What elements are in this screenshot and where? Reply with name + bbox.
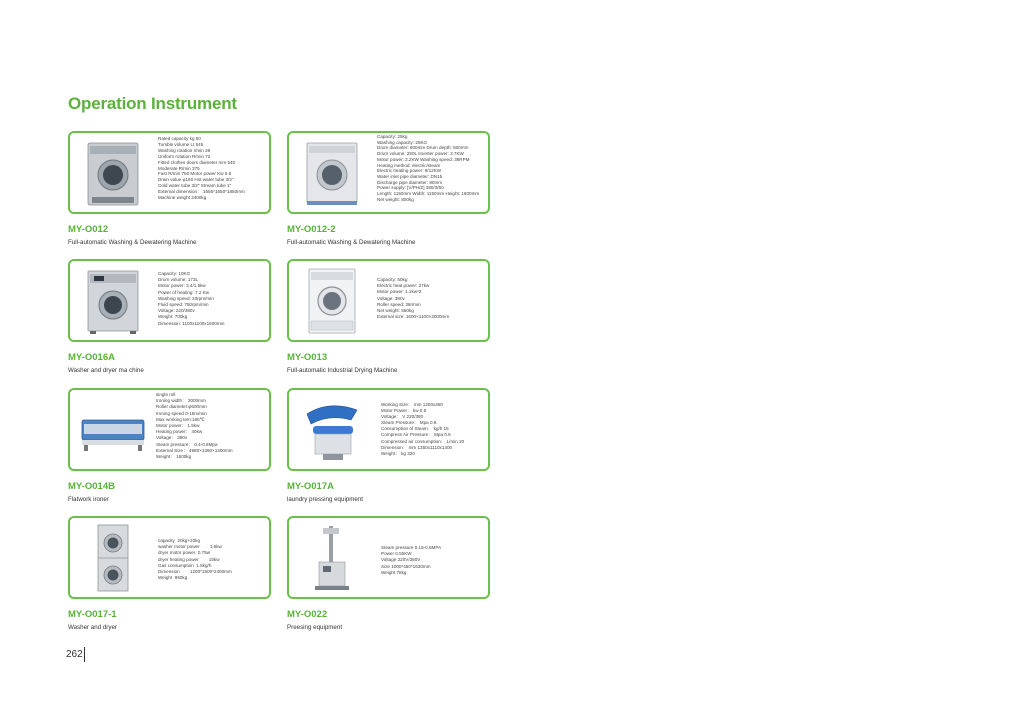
spec-line: Drum diameter: 800mm Drum depth: 500mm <box>377 145 469 151</box>
spec-line: Electric heat power: 27kw <box>377 283 430 289</box>
spec-line: Net weight: 550kg <box>377 308 414 314</box>
spec-line: Capacity: 25kg <box>377 134 408 139</box>
spec-list <box>158 538 266 581</box>
spec-line: Washing rotation r/min 39 <box>158 147 211 153</box>
spec-line: washer motor power 1.5kw <box>158 544 222 550</box>
spec-line: Voltage： V 220/380 <box>381 414 424 420</box>
product-card-my-o012 <box>68 131 271 214</box>
spec-list <box>156 392 266 460</box>
spec-line: Drum volume: 173L <box>158 277 199 283</box>
spec-line: Weight： 1500kg <box>156 454 192 460</box>
spec-line: Steam Pressure： Mpa 0.6 <box>381 420 437 426</box>
spec-line: Dimension: 1100x1100x1600mm <box>158 320 225 326</box>
spec-line: Cold water tube 3/2" Stream tube 1" <box>158 183 232 189</box>
spec-line: Capacity: 10KG <box>158 271 191 276</box>
spec-line: dryer motor power 0.75w <box>158 550 211 556</box>
product-card-my-o017-1 <box>68 516 271 599</box>
spec-line: Size 1000*450*1630mm <box>381 563 431 569</box>
tumble-dryer-image <box>299 265 365 337</box>
spec-line: Capacity: 50kg <box>377 277 408 282</box>
spec-line: Working Size： mm 1200x350 <box>381 402 443 407</box>
product-name: Full-automatic Industrial Drying Machine <box>287 367 398 374</box>
spec-line: Weight: 700kg <box>158 314 188 320</box>
spec-line: Dimension 1200*1500*2400mm <box>158 569 232 575</box>
product-model: MY-O014B <box>68 481 115 492</box>
spec-line: Motor power: 1.1kw*2 <box>377 289 422 295</box>
stacked-washer-dryer-image <box>80 522 146 594</box>
spec-line: single roll <box>156 392 176 397</box>
spec-line: Steam pressure 0.15-0.5MPA <box>381 545 442 550</box>
product-card-my-o012-2 <box>287 131 490 214</box>
spec-list <box>158 271 266 327</box>
washer-extractor-image <box>299 137 365 209</box>
form-finisher-image <box>299 522 365 594</box>
spec-line: Uniform rotation R/min 72 <box>158 153 211 159</box>
product-card-my-o014b <box>68 388 271 471</box>
spec-line: Weight： kg 320 <box>381 450 415 456</box>
product-name: Preesing equipment <box>287 624 343 631</box>
page-number: 262 <box>66 649 83 660</box>
spec-line: capacity 20kg+20kg <box>158 538 201 543</box>
spec-list <box>377 134 485 202</box>
spec-line: Motor Power： kw 0.6 <box>381 408 427 414</box>
spec-line: Steam pressure： 0.4-0.8Mpa <box>156 441 218 447</box>
spec-line: dryer heating power 15kw <box>158 556 220 562</box>
washer-dryer-image <box>80 265 146 337</box>
pressing-machine-image <box>299 394 365 466</box>
spec-line: Voltage 220V/380V <box>381 557 421 563</box>
product-model: MY-O012 <box>68 224 109 235</box>
spec-line: Rated capacity kg 50 <box>158 136 201 141</box>
spec-line: Drum volume: 250L Inverter power: 3.7KW <box>377 151 464 157</box>
spec-line: Dimension： mm 1350x1110x1400 <box>381 444 453 450</box>
spec-line: Compressed air consumption： L/min 20 <box>381 438 465 444</box>
spec-line: Washing speed: 33rpm/min <box>158 295 214 301</box>
product-model: MY-O017A <box>287 481 334 492</box>
product-name: Washer and dryer <box>68 624 117 631</box>
product-name: Full-automatic Washing & Dewatering Machine <box>68 239 197 246</box>
page-title: Operation Instrument <box>68 94 237 113</box>
page-number-divider <box>84 647 85 662</box>
spec-list <box>381 402 485 457</box>
spec-list <box>158 136 266 201</box>
spec-line: Roller speed: 36r/min <box>377 301 421 307</box>
spec-line: Tumble volume Lt 545 <box>158 141 204 147</box>
product-card-my-o022 <box>287 516 490 599</box>
product-model: MY-O016A <box>68 352 115 363</box>
spec-line: Weight 950kg <box>158 575 188 581</box>
spec-line: Ironing speed 0-15m/min <box>156 410 207 416</box>
product-card-my-o013 <box>287 259 490 342</box>
spec-line: Compress Air Pressure： Mpa 0.6 <box>381 432 451 438</box>
spec-line: Heating method: electric/steam <box>377 162 441 168</box>
spec-line: Weight 78kg <box>381 569 407 575</box>
spec-line: Roller diameter:φ600mm <box>156 404 207 410</box>
spec-list <box>381 545 485 576</box>
spec-line: Power supply: [V/PH/Z] 380/3/50 <box>377 185 444 191</box>
spec-line: External Size： 4980×1360×1300mm <box>156 447 233 453</box>
product-name: Flatwork ironer <box>68 496 109 503</box>
spec-line: Motor power： 1.5kw <box>156 423 200 429</box>
spec-line: Voltage： 380v <box>156 435 188 441</box>
spec-line: Voltage: 380v <box>377 295 405 301</box>
spec-line: Ironing width： 3000mm <box>156 398 206 404</box>
product-name: laundry pressing equipment <box>287 496 364 503</box>
product-name: Full-automatic Washing & Dewatering Machine <box>287 239 416 246</box>
spec-line: Fluid speed: 750rpm/min <box>158 302 209 308</box>
spec-line: Net weight: 800kg <box>377 196 414 202</box>
spec-line: External dimension： 1655*1650*1850mm <box>158 189 245 195</box>
product-model: MY-O017-1 <box>68 609 117 620</box>
product-model: MY-O022 <box>287 609 328 620</box>
spec-line: Washing capacity: 25KG <box>377 139 428 145</box>
spec-line: Drain value φ160 Hot water tube 3/2" <box>158 177 234 183</box>
spec-line: Motor power: 2.2KW Washing speed: 36RPM <box>377 156 470 162</box>
product-card-my-o016a <box>68 259 271 342</box>
product-model: MY-O013 <box>287 352 328 363</box>
spec-line: External size: 1600×1100×2000mm <box>377 314 450 320</box>
spec-line: Max working tem:185℃ <box>156 416 205 422</box>
spec-line: Power of heating: 7.2 Kw <box>158 289 210 295</box>
product-model: MY-O012-2 <box>287 224 336 235</box>
flatwork-ironer-image <box>80 394 146 466</box>
spec-line: Fitted clothes doors diameter mm 540 <box>158 159 236 165</box>
spec-list <box>377 277 485 320</box>
spec-line: Electric heating power: 9/12KW <box>377 168 442 174</box>
spec-line: Gas consumption 1.5kg/h <box>158 562 212 568</box>
front-loading-washer-extractor-image <box>80 137 146 209</box>
spec-line: Machine weight 2400kg <box>158 195 207 201</box>
spec-line: Moderate R/min 375 <box>158 165 200 171</box>
spec-line: Water inlet pipe diameter: DN15 <box>377 173 443 179</box>
product-name: Washer and dryer ma chine <box>68 367 144 374</box>
spec-line: Consumption of Steam： kg/h 15 <box>381 426 449 432</box>
spec-line: Motor power: 3.4/1.5kw <box>158 283 206 289</box>
spec-line: Length: 1150mm Width: 1150mm Height: 1600mm <box>377 191 480 197</box>
spec-line: Voltage: 220/380v <box>158 308 195 314</box>
spec-line: Discharge pipe diameter: 80mm <box>377 179 443 185</box>
product-card-my-o017a <box>287 388 490 471</box>
spec-line: Heating power： 40kw <box>156 429 203 435</box>
spec-line: Fast R/min 750 Motor power Kw 5.5 <box>158 171 232 177</box>
spec-line: Power 0.55KW <box>381 551 412 557</box>
